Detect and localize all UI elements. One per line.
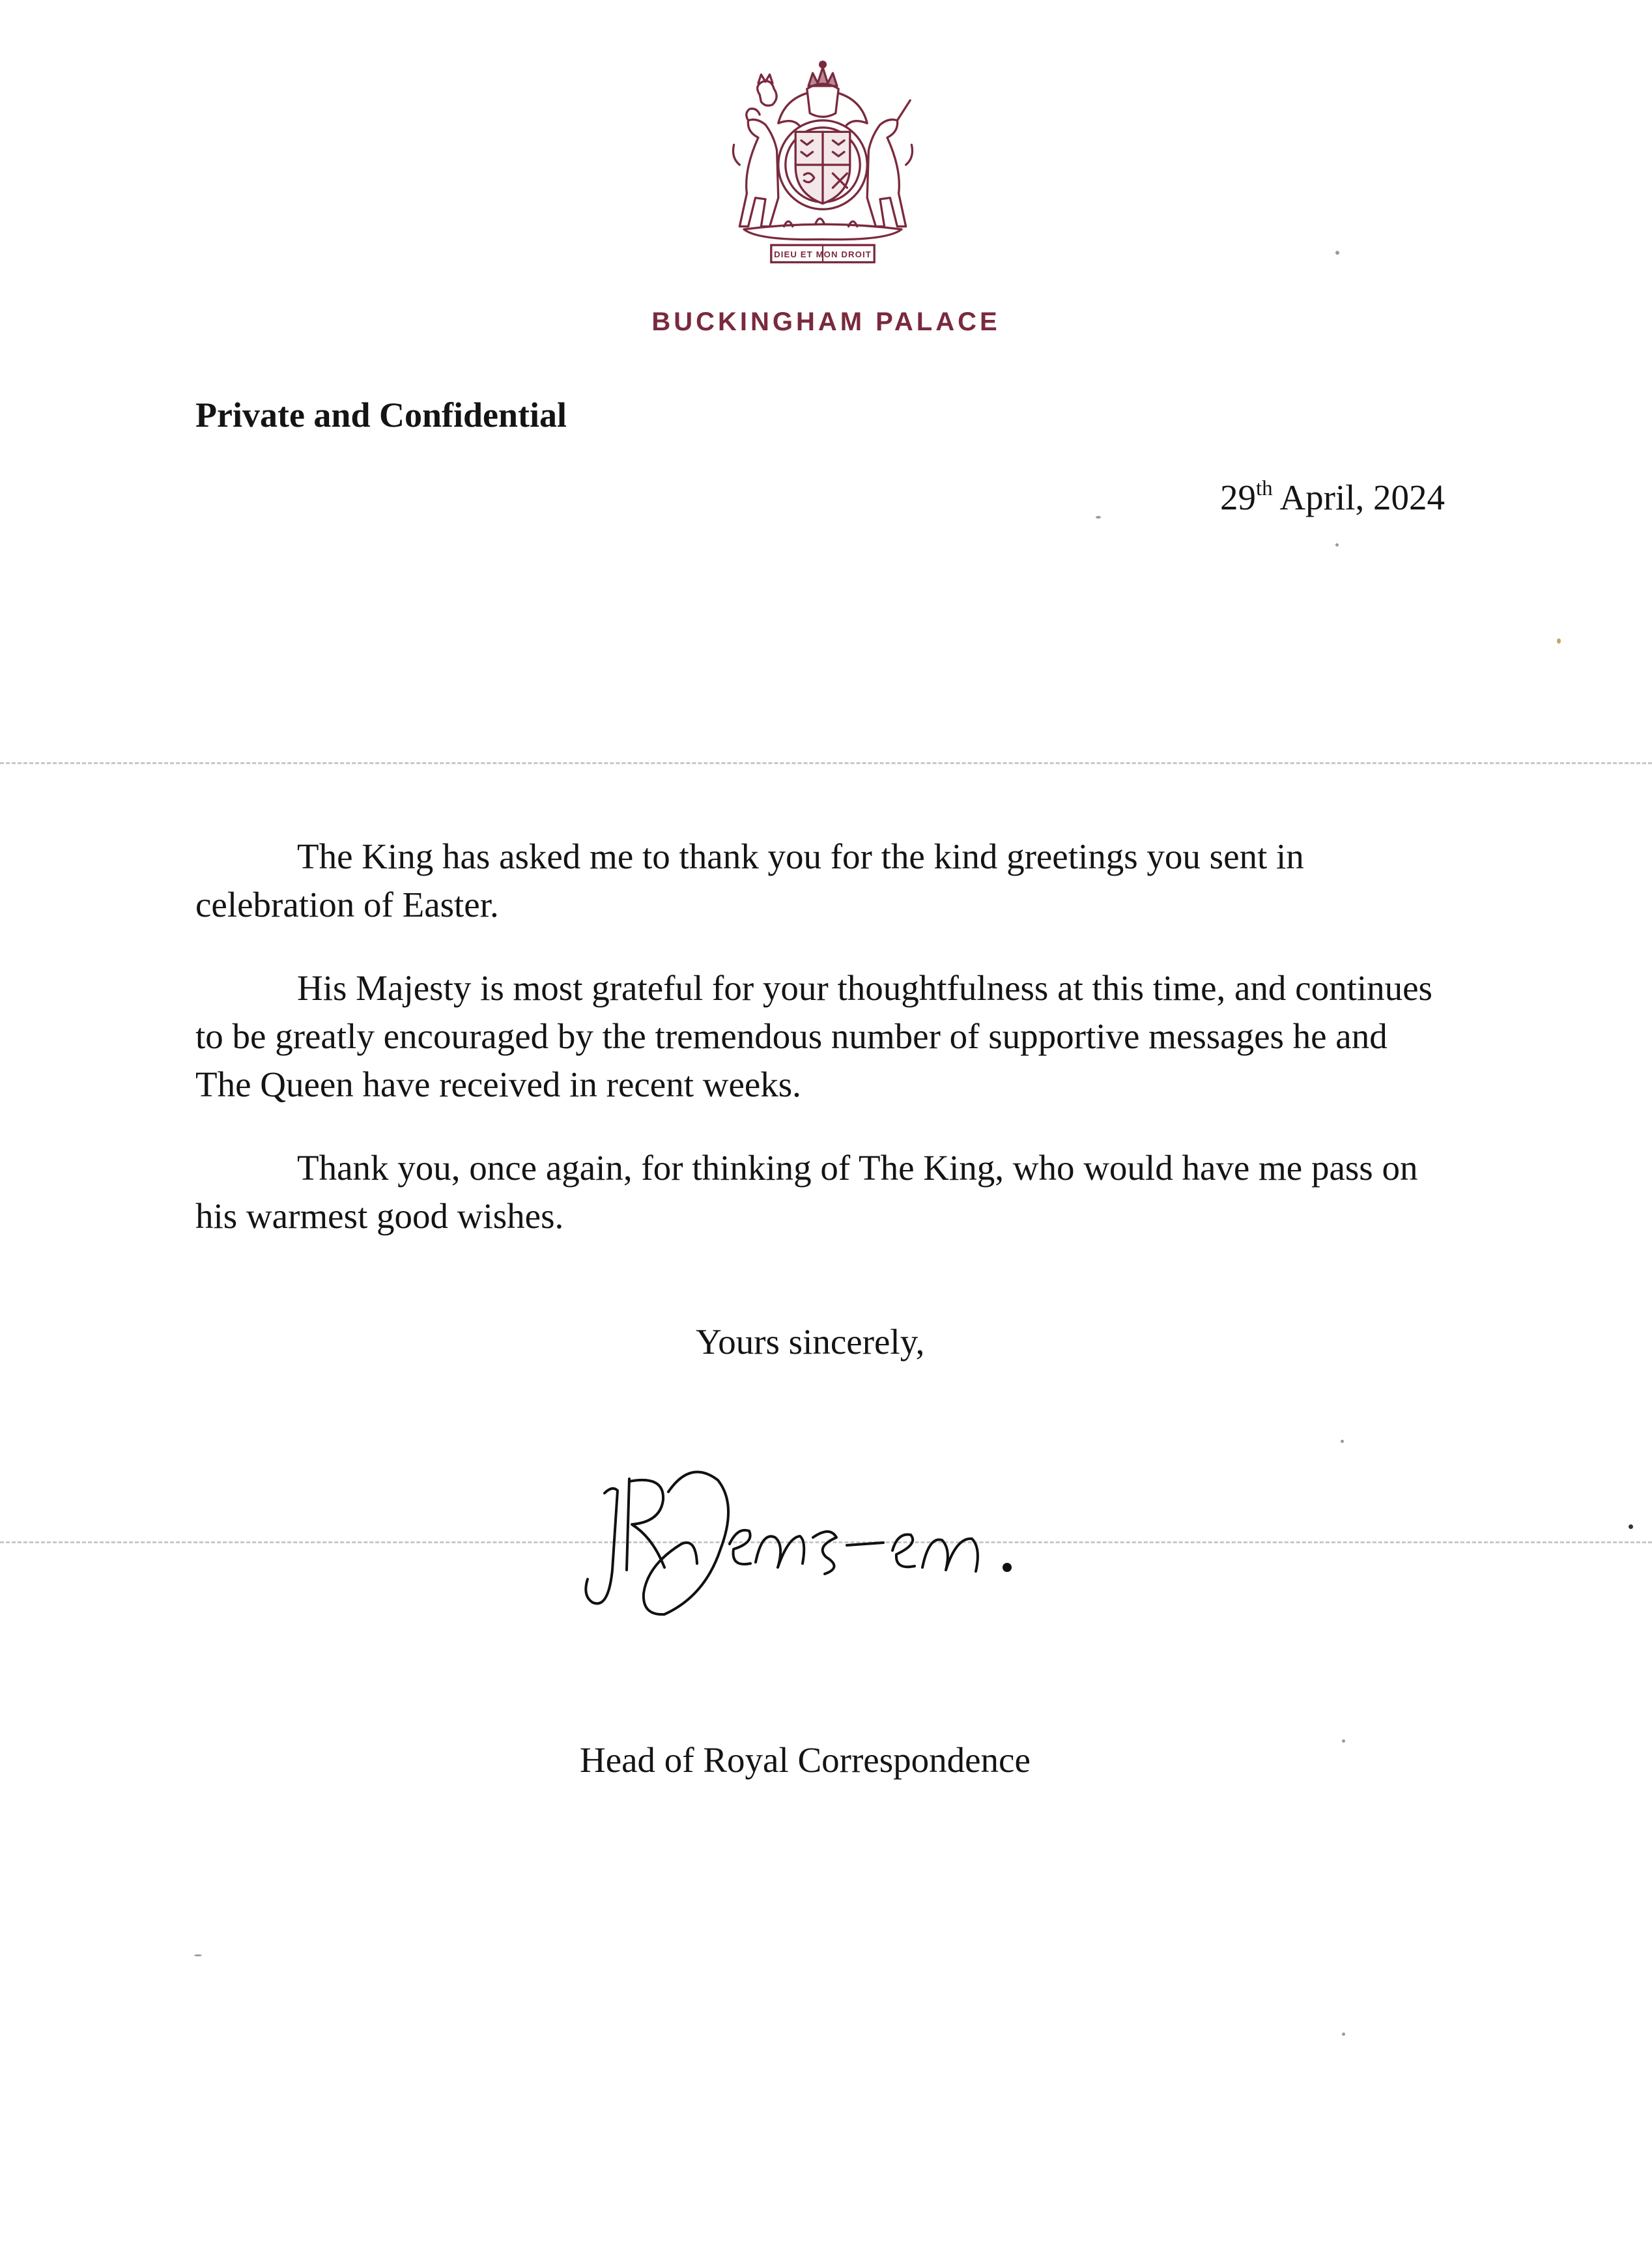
signatory-title: Head of Royal Correspondence xyxy=(580,1740,1031,1780)
letter-date xyxy=(1220,477,1445,518)
scan-speck xyxy=(1341,1440,1344,1443)
motto-text: DIEU ET MON DROIT xyxy=(774,249,872,259)
scan-speck xyxy=(1335,251,1339,255)
royal-crest-icon xyxy=(715,57,930,272)
scan-speck xyxy=(1342,2033,1345,2036)
closing-salutation: Yours sincerely, xyxy=(696,1322,925,1362)
scan-speck xyxy=(194,1954,202,1956)
scan-speck xyxy=(1342,1739,1345,1743)
paper-fold-line xyxy=(0,762,1652,764)
scan-speck xyxy=(1557,638,1561,644)
body-paragraph-2: His Majesty is most grateful for your thoughtfulness at this time, and continues to be greatly encouraged by the tremendous number of supportive messages he and The Queen have received in recent weeks. xyxy=(195,968,1432,1104)
body-paragraph-3: Thank you, once again, for thinking of The King, who would have me pass on his warmest good wishes. xyxy=(195,1148,1418,1236)
handwritten-signature xyxy=(567,1440,1049,1635)
date-month-year: April, 2024 xyxy=(1272,478,1445,517)
palace-name: BUCKINGHAM PALACE xyxy=(651,307,1001,336)
date-ordinal: th xyxy=(1256,477,1273,500)
body-paragraph-1: The King has asked me to thank you for the kind greetings you sent in celebration of Easter. xyxy=(195,836,1304,924)
date-day: 29 xyxy=(1220,478,1257,517)
scan-speck xyxy=(1335,543,1339,547)
scan-speck xyxy=(1629,1524,1633,1529)
classification-heading: Private and Confidential xyxy=(195,395,567,435)
scan-speck xyxy=(1096,516,1101,519)
